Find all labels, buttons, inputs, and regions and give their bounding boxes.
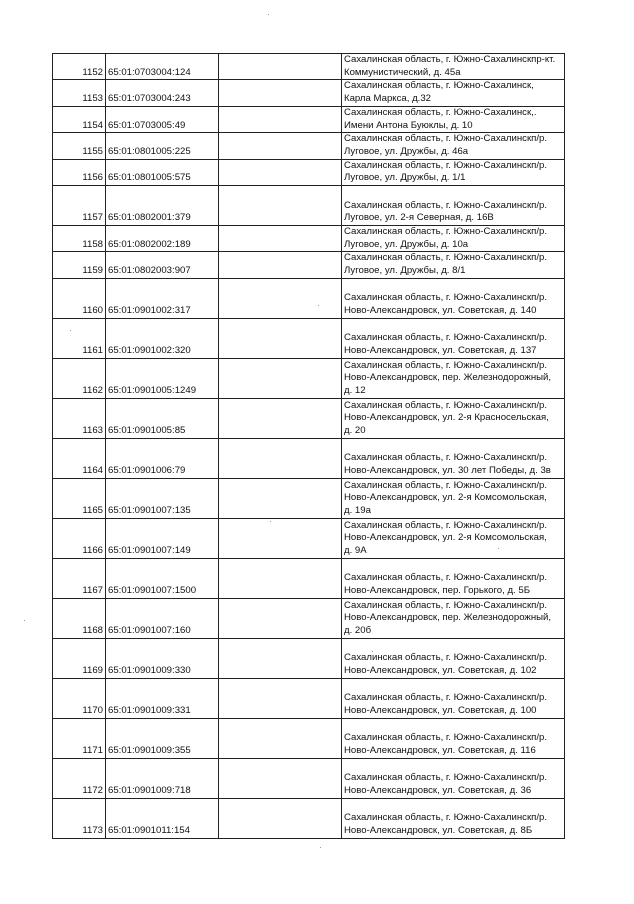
row-number: 1158: [53, 226, 106, 252]
scan-speck: [270, 521, 271, 522]
address-line: Сахалинская область, г. Южно-Сахалинскп/р.: [344, 519, 548, 531]
address-cell: [342, 558, 565, 598]
cadastral-number: 65:01:0901006:79: [106, 438, 219, 478]
empty-cell: [219, 598, 342, 638]
cadastral-number: 65:01:0901011:154: [106, 798, 219, 838]
address-cell: [342, 252, 565, 278]
address-line: Сахалинская область, г. Южно-Сахалинскп/р.: [344, 359, 548, 371]
cadastral-number: 65:01:0901007:149: [106, 518, 219, 558]
table-row: [53, 159, 565, 185]
address-line: Имени Антона Буюклы, д. 10: [344, 119, 473, 131]
empty-cell: [219, 133, 342, 159]
address-line: [344, 187, 562, 200]
empty-cell: [219, 186, 342, 226]
table-row: [53, 252, 565, 278]
address-line: Ново-Александровск, ул. Советская, д. 36: [344, 785, 532, 797]
row-number: 1162: [53, 358, 106, 398]
address-cell: [342, 159, 565, 185]
address-line: Ново-Александровск, пер. Железнодорожный,: [344, 372, 552, 384]
scan-speck: [70, 330, 71, 331]
address-line: Ново-Александровск, ул. Советская, д. 140: [344, 305, 537, 317]
row-number: 1160: [53, 278, 106, 318]
empty-cell: [219, 252, 342, 278]
cadastral-number: 65:01:0802002:189: [106, 226, 219, 252]
address-line: д. 9А: [344, 545, 367, 557]
scan-speck: [318, 305, 319, 306]
empty-cell: [219, 80, 342, 106]
address-line: Ново-Александровск, пер. Железнодорожный,: [344, 612, 552, 624]
address-line: Луговое, ул. 2-я Северная, д. 16В: [344, 212, 494, 224]
address-line: Ново-Александровск, ул. Советская, д. 100: [344, 705, 537, 717]
address-line: Сахалинская область, г. Южно-Сахалинскп/р.: [344, 199, 548, 211]
empty-cell: [219, 106, 342, 132]
empty-cell: [219, 518, 342, 558]
scan-speck: [320, 847, 321, 848]
address-line: [344, 760, 562, 773]
empty-cell: [219, 678, 342, 718]
address-line: д. 20б: [344, 625, 372, 637]
cadastral-number: 65:01:0801005:225: [106, 133, 219, 159]
address-line: Ново-Александровск, пер. Горького, д. 5Б: [344, 585, 531, 597]
address-line: Сахалинская область, г. Южно-Сахалинскп/р.: [344, 652, 548, 664]
row-number: 1166: [53, 518, 106, 558]
address-cell: [342, 106, 565, 132]
row-number: 1163: [53, 398, 106, 438]
table-row: [53, 186, 565, 226]
address-cell: [342, 598, 565, 638]
address-line: Сахалинская область, г. Южно-Сахалинскпр-кт.: [344, 54, 556, 65]
address-line: [344, 680, 562, 693]
table-row: [53, 54, 565, 80]
table-row: [53, 718, 565, 758]
address-cell: [342, 758, 565, 798]
table-row: [53, 80, 565, 106]
empty-cell: [219, 278, 342, 318]
address-cell: [342, 278, 565, 318]
cadastral-number: 65:01:0703004:124: [106, 54, 219, 80]
address-cell: [342, 718, 565, 758]
table-row: [53, 358, 565, 398]
address-line: Ново-Александровск, ул. 2-я Красносельская,: [344, 412, 549, 424]
address-line: д. 19а: [344, 505, 371, 517]
address-line: Сахалинская область, г. Южно-Сахалинскп/р.: [344, 479, 548, 491]
empty-cell: [219, 798, 342, 838]
address-line: Сахалинская область, г. Южно-Сахалинскп/р.: [344, 692, 548, 704]
cadastral-number: 65:01:0703004:243: [106, 80, 219, 106]
empty-cell: [219, 638, 342, 678]
address-line: Сахалинская область, г. Южно-Сахалинскп/р.: [344, 772, 548, 784]
address-cell: [342, 798, 565, 838]
table-row: [53, 133, 565, 159]
address-line: Сахалинская область, г. Южно-Сахалинскп/р.: [344, 812, 548, 824]
row-number: 1156: [53, 159, 106, 185]
address-line: Сахалинская область, г. Южно-Сахалинскп/р.: [344, 226, 548, 238]
address-cell: [342, 638, 565, 678]
address-line: Сахалинская область, г. Южно-Сахалинскп/р.: [344, 732, 548, 744]
address-line: [344, 440, 562, 453]
table-row: [53, 226, 565, 252]
address-line: Луговое, ул. Дружбы, д. 46а: [344, 145, 469, 157]
cadastral-number: 65:01:0901002:320: [106, 318, 219, 358]
address-line: Сахалинская область, г. Южно-Сахалинскп/р.: [344, 399, 548, 411]
address-line: Луговое, ул. Дружбы, д. 10а: [344, 238, 469, 250]
address-line: [344, 280, 562, 293]
table-row: [53, 798, 565, 838]
table-row: [53, 438, 565, 478]
cadastral-number: 65:01:0802001:379: [106, 186, 219, 226]
empty-cell: [219, 758, 342, 798]
row-number: 1153: [53, 80, 106, 106]
cadastral-number: 65:01:0901005:1249: [106, 358, 219, 398]
table-row: [53, 758, 565, 798]
address-cell: [342, 318, 565, 358]
cadastral-number: 65:01:0901007:135: [106, 478, 219, 518]
address-line: Коммунистический, д. 45а: [344, 66, 461, 78]
scan-speck: [372, 651, 373, 652]
address-line: Карла Маркса, д.32: [344, 93, 432, 105]
row-number: 1155: [53, 133, 106, 159]
cadastral-number: 65:01:0901002:317: [106, 278, 219, 318]
row-number: 1167: [53, 558, 106, 598]
table-row: [53, 318, 565, 358]
address-line: Ново-Александровск, ул. 2-я Комсомольская,: [344, 532, 547, 544]
address-line: [344, 560, 562, 573]
address-cell: [342, 678, 565, 718]
address-cell: [342, 358, 565, 398]
row-number: 1157: [53, 186, 106, 226]
table-row: [53, 478, 565, 518]
empty-cell: [219, 318, 342, 358]
address-cell: [342, 398, 565, 438]
address-line: Ново-Александровск, ул. Советская, д. 102: [344, 665, 537, 677]
address-line: Ново-Александровск, ул. Советская, д. 137: [344, 345, 537, 357]
table-row: [53, 598, 565, 638]
row-number: 1161: [53, 318, 106, 358]
row-number: 1170: [53, 678, 106, 718]
address-line: Ново-Александровск, ул. 2-я Комсомольская,: [344, 492, 547, 504]
cadastral-number: 65:01:0901009:330: [106, 638, 219, 678]
table-row: [53, 398, 565, 438]
cadastral-number: 65:01:0901009:718: [106, 758, 219, 798]
scan-speck: [24, 620, 25, 621]
scan-speck: [268, 14, 269, 15]
cadastral-number: 65:01:0802003:907: [106, 252, 219, 278]
cadastral-number: 65:01:0901009:331: [106, 678, 219, 718]
address-cell: [342, 438, 565, 478]
address-line: Сахалинская область, г. Южно-Сахалинск,: [344, 80, 534, 92]
table-row: [53, 518, 565, 558]
table-row: [53, 278, 565, 318]
address-cell: [342, 80, 565, 106]
cadastral-number: 65:01:0901005:85: [106, 398, 219, 438]
address-cell: [342, 226, 565, 252]
address-line: Сахалинская область, г. Южно-Сахалинскп/р.: [344, 452, 548, 464]
table-row: [53, 106, 565, 132]
empty-cell: [219, 718, 342, 758]
row-number: 1168: [53, 598, 106, 638]
address-line: [344, 720, 562, 733]
row-number: 1172: [53, 758, 106, 798]
row-number: 1152: [53, 54, 106, 80]
address-line: д. 20: [344, 425, 366, 437]
row-number: 1173: [53, 798, 106, 838]
cadastral-number: 65:01:0703005:49: [106, 106, 219, 132]
empty-cell: [219, 159, 342, 185]
address-line: Ново-Александровск, ул. Советская, д. 116: [344, 745, 536, 757]
address-cell: [342, 54, 565, 80]
table-row: [53, 558, 565, 598]
empty-cell: [219, 558, 342, 598]
property-register-table: [52, 53, 565, 839]
empty-cell: [219, 226, 342, 252]
table-row: [53, 638, 565, 678]
address-line: Сахалинская область, г. Южно-Сахалинскп/р.: [344, 599, 548, 611]
address-cell: [342, 186, 565, 226]
address-cell: [342, 478, 565, 518]
address-line: Сахалинская область, г. Южно-Сахалинскп/р.: [344, 292, 548, 304]
address-line: [344, 800, 562, 813]
address-line: [344, 320, 562, 333]
address-line: Сахалинская область, г. Южно-Сахалинскп/р.: [344, 572, 548, 584]
row-number: 1159: [53, 252, 106, 278]
empty-cell: [219, 358, 342, 398]
address-line: [344, 640, 562, 653]
address-line: Ново-Александровск, ул. Советская, д. 8Б: [344, 825, 533, 837]
cadastral-number: 65:01:0901009:355: [106, 718, 219, 758]
row-number: 1165: [53, 478, 106, 518]
row-number: 1171: [53, 718, 106, 758]
address-line: Сахалинская область, г. Южно-Сахалинскп/р.: [344, 252, 548, 264]
address-line: д. 12: [344, 385, 366, 397]
address-line: Луговое, ул. Дружбы, д. 1/1: [344, 172, 466, 184]
cadastral-number: 65:01:0801005:575: [106, 159, 219, 185]
scan-speck: [498, 548, 499, 549]
address-cell: [342, 518, 565, 558]
address-line: Сахалинская область, г. Южно-Сахалинскп/р.: [344, 332, 548, 344]
address-line: Луговое, ул. Дружбы, д. 8/1: [344, 265, 466, 277]
row-number: 1169: [53, 638, 106, 678]
cadastral-number: 65:01:0901007:160: [106, 598, 219, 638]
empty-cell: [219, 478, 342, 518]
empty-cell: [219, 398, 342, 438]
address-line: Сахалинская область, г. Южно-Сахалинскп/р.: [344, 133, 548, 145]
empty-cell: [219, 438, 342, 478]
row-number: 1154: [53, 106, 106, 132]
address-line: Сахалинская область, г. Южно-Сахалинскп/р.: [344, 159, 548, 171]
cadastral-number: 65:01:0901007:1500: [106, 558, 219, 598]
row-number: 1164: [53, 438, 106, 478]
address-line: Ново-Александровск, ул. 30 лет Победы, д. 3в: [344, 465, 551, 477]
address-cell: [342, 133, 565, 159]
register-table-body: [53, 54, 565, 839]
empty-cell: [219, 54, 342, 80]
table-row: [53, 678, 565, 718]
address-line: Сахалинская область, г. Южно-Сахалинск,.: [344, 106, 537, 118]
